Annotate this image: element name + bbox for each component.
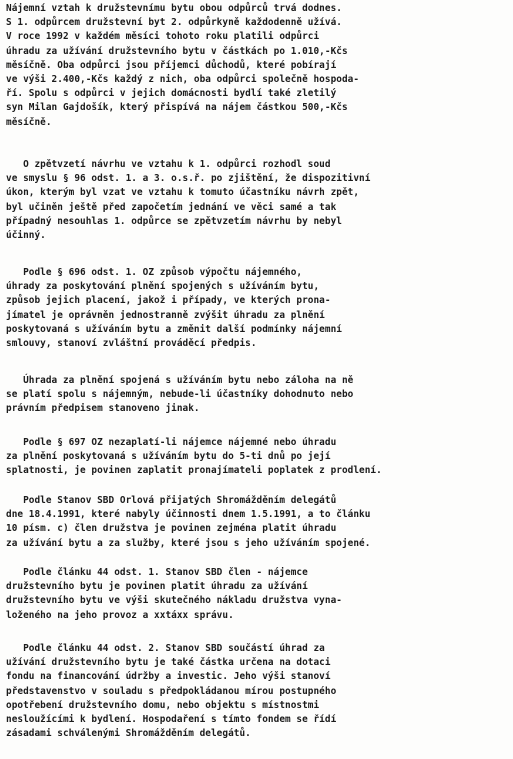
paragraph-line: byl učiněn ještě před započetím jednání ve věci samé a tak bbox=[6, 201, 337, 213]
paragraph-line: O zpětvzetí návrhu ve vztahu k 1. odpůrci rozhodl soud bbox=[6, 159, 331, 170]
paragraph-7 bbox=[6, 566, 342, 623]
paragraph-line: za plnění poskytovaná s užíváním bytu do 5-ti dnů po její bbox=[6, 451, 331, 463]
paragraph-line: případný nesouhlas 1. odpůrce se zpětvzetím návrhu by nebyl bbox=[6, 215, 342, 227]
paragraph-line: poskytovaná s užíváním bytu a změnit další podmínky nájemní bbox=[6, 323, 342, 335]
paragraph-4 bbox=[6, 374, 353, 417]
paragraph-line: 10 písm. c) člen družstva je povinen zejména platit úhradu bbox=[6, 523, 337, 535]
paragraph-line: měsíčně. Oba odpůrci jsou příjemci důchodů, které pobírají bbox=[6, 59, 337, 71]
paragraph-6 bbox=[6, 494, 370, 551]
paragraph-line: syn Milan Gajdošík, který přispívá na nájem částkou 500,-Kčs bbox=[6, 102, 348, 114]
paragraph-line: úhradu za užívání družstevního bytu v částkách po 1.010,-Kčs bbox=[6, 45, 348, 57]
paragraph-5 bbox=[6, 436, 382, 479]
paragraph-line: Podle Stanov SBD Orlová přijatých Shromážděním delegátů bbox=[6, 495, 337, 506]
paragraph-line: opotřebení družstevního domu, nebo objektu s místnostmi bbox=[6, 699, 320, 711]
paragraph-line: úhrady za poskytování plnění spojených s užíváním bytu, bbox=[6, 281, 320, 293]
paragraph-2 bbox=[6, 158, 370, 243]
paragraph-line: Nájemní vztah k družstevnímu bytu obou odpůrců trvá dodnes. bbox=[6, 3, 342, 14]
paragraph-line: V roce 1992 v každém měsíci tohoto roku platili odpůrci bbox=[6, 31, 320, 43]
paragraph-line: užívání družstevního bytu je také částka určena na dotaci bbox=[6, 657, 331, 669]
paragraph-line: za užívání bytu a za služby, které jsou s jeho užíváním spojené. bbox=[6, 537, 371, 549]
paragraph-line: Úhrada za plnění spojená s užíváním bytu nebo záloha na ně bbox=[6, 375, 354, 386]
paragraph-line: S 1. odpůrcem družstevní byt 2. odpůrkyně každodenně užívá. bbox=[6, 17, 342, 29]
paragraph-line: zásadami schválenými Shromážděním delegátů. bbox=[6, 728, 251, 740]
paragraph-line: družstevního bytu je povinen platit úhradu za užívání bbox=[6, 581, 308, 593]
paragraph-line: Podle § 697 OZ nezaplatí-li nájemce nájemné nebo úhradu bbox=[6, 437, 337, 448]
paragraph-line: Podle § 696 odst. 1. OZ způsob výpočtu nájemného, bbox=[6, 267, 303, 278]
paragraph-line: účinný. bbox=[6, 230, 46, 242]
paragraph-line: představenstvo v souladu s předpokládanou mírou postupného bbox=[6, 685, 337, 697]
paragraph-line: smlouvy, stanoví zvláštní prováděcí předpis. bbox=[6, 338, 257, 350]
paragraph-line: jímatel je oprávněn jednostranně zvýšit úhradu za plnění bbox=[6, 309, 325, 321]
paragraph-line: Podle článku 44 odst. 2. Stanov SBD součástí úhrad za bbox=[6, 643, 325, 654]
paragraph-line: ří. Spolu s odpůrci v jejich domácnosti bydlí také zletilý bbox=[6, 88, 337, 100]
paragraph-line: se platí spolu s nájemným, nebude-li účastníky dohodnuto nebo bbox=[6, 389, 354, 401]
paragraph-line: nesloužícími k bydlení. Hospodaření s tímto fondem se řídí bbox=[6, 714, 337, 726]
paragraph-line: družstevního bytu ve výši skutečného nákladu družstva vyna- bbox=[6, 595, 342, 607]
paragraph-line: splatnosti, je povinen zaplatit pronajímateli poplatek z prodlení. bbox=[6, 465, 382, 477]
paragraph-line: právním předpisem stanoveno jinak. bbox=[6, 403, 200, 415]
paragraph-line: ve výši 2.400,-Kčs každý z nich, oba odpůrci společně hospoda- bbox=[6, 74, 360, 86]
paragraph-line: ve smyslu § 96 odst. 1. a 3. o.s.ř. po zjištění, že dispozitivní bbox=[6, 173, 371, 185]
paragraph-line: Podle článku 44 odst. 1. Stanov SBD člen - nájemce bbox=[6, 567, 308, 578]
paragraph-line: měsíčně. bbox=[6, 116, 52, 128]
paragraph-1 bbox=[6, 2, 359, 130]
paragraph-line: loženého na jeho provoz a xxtáxx správu. bbox=[6, 609, 234, 621]
paragraph-8 bbox=[6, 642, 336, 741]
paragraph-line: dne 18.4.1991, které nabyly účinnosti dnem 1.5.1991, a to článku bbox=[6, 509, 371, 521]
paragraph-line: způsob jejich placení, jakož i případy, ve kterých prona- bbox=[6, 295, 331, 307]
paragraph-3 bbox=[6, 266, 342, 351]
paragraph-line: fondu na financování údržby a investic. Jeho výši stanoví bbox=[6, 671, 331, 683]
paragraph-line: úkon, kterým byl vzat ve vztahu k tomuto účastníku návrh zpět, bbox=[6, 187, 360, 199]
